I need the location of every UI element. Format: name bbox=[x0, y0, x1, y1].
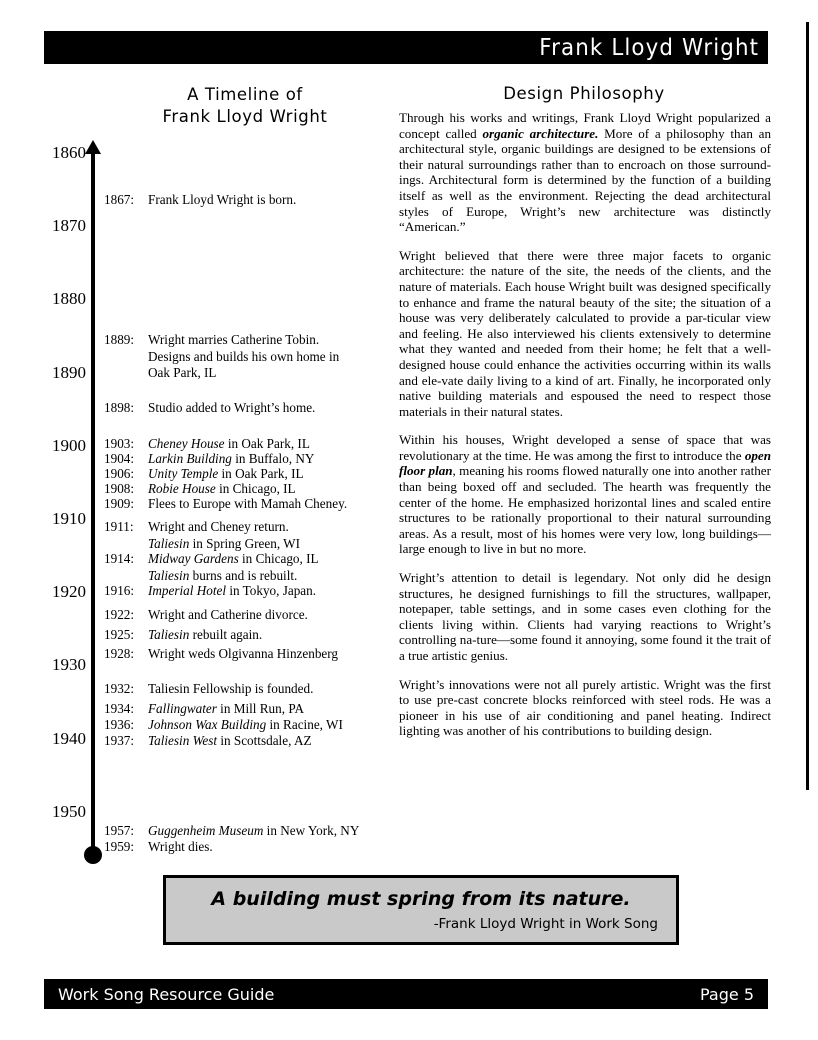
timeline-column-heading bbox=[80, 84, 410, 128]
timeline-event-text: Frank Lloyd Wright is born. bbox=[148, 192, 297, 207]
timeline-event-text: Imperial Hotel in Tokyo, Japan. bbox=[148, 583, 317, 598]
timeline-event bbox=[104, 701, 394, 718]
timeline-event bbox=[104, 332, 394, 382]
timeline-event-year: 1889: bbox=[104, 332, 135, 347]
timeline-event-year: 1959: bbox=[104, 839, 135, 854]
timeline-event bbox=[104, 733, 394, 750]
timeline-event bbox=[104, 839, 394, 856]
timeline-event bbox=[104, 583, 394, 600]
timeline-event-text: Wright dies. bbox=[148, 839, 213, 854]
timeline-event-continuation: Designs and builds his own home in bbox=[148, 348, 340, 364]
timeline-event bbox=[104, 496, 394, 513]
timeline-event-year: 1957: bbox=[104, 823, 135, 838]
timeline-event-text: Studio added to Wright’s home. bbox=[148, 400, 316, 415]
timeline-event-text: Robie House in Chicago, IL bbox=[148, 481, 296, 496]
timeline-decade-label: 1950 bbox=[52, 801, 86, 821]
philosophy-column-heading: Design Philosophy bbox=[503, 84, 665, 103]
timeline-event bbox=[104, 627, 394, 644]
timeline-event-year: 1867: bbox=[104, 192, 135, 207]
timeline-decade-label: 1910 bbox=[52, 509, 86, 528]
timeline-event-text: Wright and Catherine divorce. bbox=[148, 607, 308, 622]
timeline-heading-line-1: A Timeline of bbox=[187, 85, 303, 104]
page-header-bar bbox=[44, 31, 768, 64]
timeline-event-text: Taliesin West in Scottsdale, AZ bbox=[148, 733, 312, 748]
page-right-rule bbox=[806, 22, 809, 790]
timeline-event bbox=[104, 551, 394, 584]
timeline-event-year: 1914: bbox=[104, 551, 135, 566]
timeline-event-year: 1916: bbox=[104, 583, 135, 598]
timeline-event-text: Taliesin Fellowship is founded. bbox=[148, 681, 314, 696]
timeline-decade-label: 1890 bbox=[52, 362, 86, 382]
philosophy-paragraph: Within his houses, Wright developed a sense of space that was revolutionary at the time. He was among the first to introduce the open floor plan, meaning his rooms flowed naturally one into another rather than being boxed off and secluded. The hearth was frequently the center of the home. He emphasized horizontal lines and scaled entire structures to be rationally proportional to their natural surrounding areas. As a result, most of his homes were very low, long buildings—large enough to live in but no more. bbox=[399, 432, 771, 557]
timeline-event-year: 1903: bbox=[104, 436, 135, 451]
timeline-event-text: Cheney House in Oak Park, IL bbox=[148, 436, 310, 451]
timeline-event-year: 1908: bbox=[104, 481, 135, 496]
timeline-event bbox=[104, 192, 394, 209]
timeline-event-text: Fallingwater in Mill Run, PA bbox=[148, 701, 304, 716]
timeline-event bbox=[104, 519, 394, 552]
timeline-chart bbox=[44, 130, 394, 870]
timeline-event bbox=[104, 607, 394, 624]
philosophy-paragraph: Through his works and writings, Frank Lloyd Wright popularized a concept called organic architecture. More of a philosophy than an architectural style, organic buildings are designed to be extensions of their natural surroundings rather than to encroach on those surround-ings. Architectural form is determined by the function of a building itself as well as the environment. Rejecting the dead architectural styles of Europe, Wright’s new architecture was distinctly “American.” bbox=[399, 110, 771, 235]
pull-quote-box bbox=[163, 875, 679, 945]
timeline-decade-label: 1870 bbox=[52, 216, 86, 236]
timeline-event-text: Wright and Cheney return. bbox=[148, 519, 289, 534]
timeline-event bbox=[104, 823, 394, 840]
timeline-event-text: Midway Gardens in Chicago, IL bbox=[148, 551, 319, 566]
timeline-event-year: 1922: bbox=[104, 607, 135, 622]
timeline-event-text: Guggenheim Museum in New York, NY bbox=[148, 823, 360, 838]
timeline-event bbox=[104, 681, 394, 698]
timeline-event-text: Taliesin rebuilt again. bbox=[148, 627, 263, 642]
timeline-event-text: Flees to Europe with Mamah Cheney. bbox=[148, 496, 348, 511]
timeline-event-year: 1898: bbox=[104, 400, 135, 415]
timeline-event-year: 1909: bbox=[104, 496, 135, 511]
philosophy-emphasis-term: organic architecture. bbox=[482, 125, 599, 141]
timeline-event-text: Wright weds Olgivanna Hinzenberg bbox=[148, 646, 339, 661]
timeline-event bbox=[104, 646, 394, 663]
timeline-event-year: 1904: bbox=[104, 451, 135, 466]
timeline-decade-label: 1930 bbox=[52, 655, 86, 675]
timeline-decade-label: 1880 bbox=[52, 289, 86, 309]
timeline-event-year: 1934: bbox=[104, 701, 135, 716]
timeline-decade-label: 1920 bbox=[52, 582, 86, 602]
timeline-event-year: 1911: bbox=[104, 519, 134, 534]
page-header-title: Frank Lloyd Wright bbox=[538, 34, 759, 61]
timeline-heading-line-2: Frank Lloyd Wright bbox=[162, 107, 328, 126]
timeline-decade-label: 1860 bbox=[52, 143, 86, 162]
timeline-event bbox=[104, 400, 394, 417]
timeline-event-year: 1936: bbox=[104, 717, 135, 732]
timeline-decade-label: 1940 bbox=[52, 728, 86, 748]
timeline-event-text: Unity Temple in Oak Park, IL bbox=[148, 466, 304, 481]
philosophy-emphasis-term: open floor plan bbox=[399, 447, 771, 479]
page-footer-bar bbox=[44, 979, 768, 1009]
timeline-event-continuation: Taliesin in Spring Green, WI bbox=[148, 535, 301, 551]
timeline-event-continuation: Taliesin burns and is rebuilt. bbox=[148, 567, 298, 583]
timeline-event-text: Wright marries Catherine Tobin. bbox=[148, 332, 320, 347]
timeline-event-text: Johnson Wax Building in Racine, WI bbox=[148, 717, 343, 732]
timeline-axis-line bbox=[91, 152, 95, 852]
timeline-event bbox=[104, 717, 394, 734]
philosophy-paragraph: Wright believed that there were three major facets to organic architecture: the nature of the site, the needs of the clients, and the nature of materials. Each house Wright built was designed specifically to enhance and frame the natural beauty of the site; the situation of a house was very deliberately calculated to provide a par-ticular view and feeling. He also interviewed his clients extensively to determine what they wanted and needed from their home; he felt that a well-designed house could enhance the activities occurring within its walls and ele-vate daily living to a kind of art. Finally, he incorporated only native building materials and espoused the need to respect those materials in their natural states. bbox=[399, 247, 771, 419]
timeline-event-continuation: Oak Park, IL bbox=[148, 365, 217, 381]
timeline-event-year: 1906: bbox=[104, 466, 135, 481]
philosophy-paragraph: Wright’s attention to detail is legendary. Not only did he design structures, he designed furnishings to fill the structures, wallpaper, notepaper, table settings, and in some cases even clothing for the clients living within. Clients had varying reactions to Wright’s controlling na-ture—some found it annoying, some found it the trait of a true artistic genius. bbox=[399, 570, 771, 663]
timeline-decade-label: 1900 bbox=[52, 435, 86, 455]
timeline-event-text: Larkin Building in Buffalo, NY bbox=[148, 451, 315, 466]
timeline-event-year: 1932: bbox=[104, 681, 135, 696]
pull-quote-attribution: -Frank Lloyd Wright in Work Song bbox=[433, 916, 658, 932]
timeline-event-year: 1928: bbox=[104, 646, 135, 661]
footer-guide-title: Work Song Resource Guide bbox=[58, 984, 275, 1004]
timeline-event-year: 1937: bbox=[104, 733, 135, 748]
timeline-end-dot-icon bbox=[84, 846, 102, 864]
design-philosophy-body bbox=[399, 110, 771, 752]
philosophy-paragraph: Wright’s innovations were not all purely artistic. Wright was the first to use pre-cast concrete blocks reinforced with steel rods. He was a pioneer in his use of air conditioning and panel heating. Indirect lighting was another of his contributions to building design. bbox=[399, 676, 771, 739]
footer-page-number: Page 5 bbox=[700, 984, 754, 1004]
timeline-event-year: 1925: bbox=[104, 627, 135, 642]
pull-quote-text: A building must spring from its nature. bbox=[211, 888, 631, 910]
